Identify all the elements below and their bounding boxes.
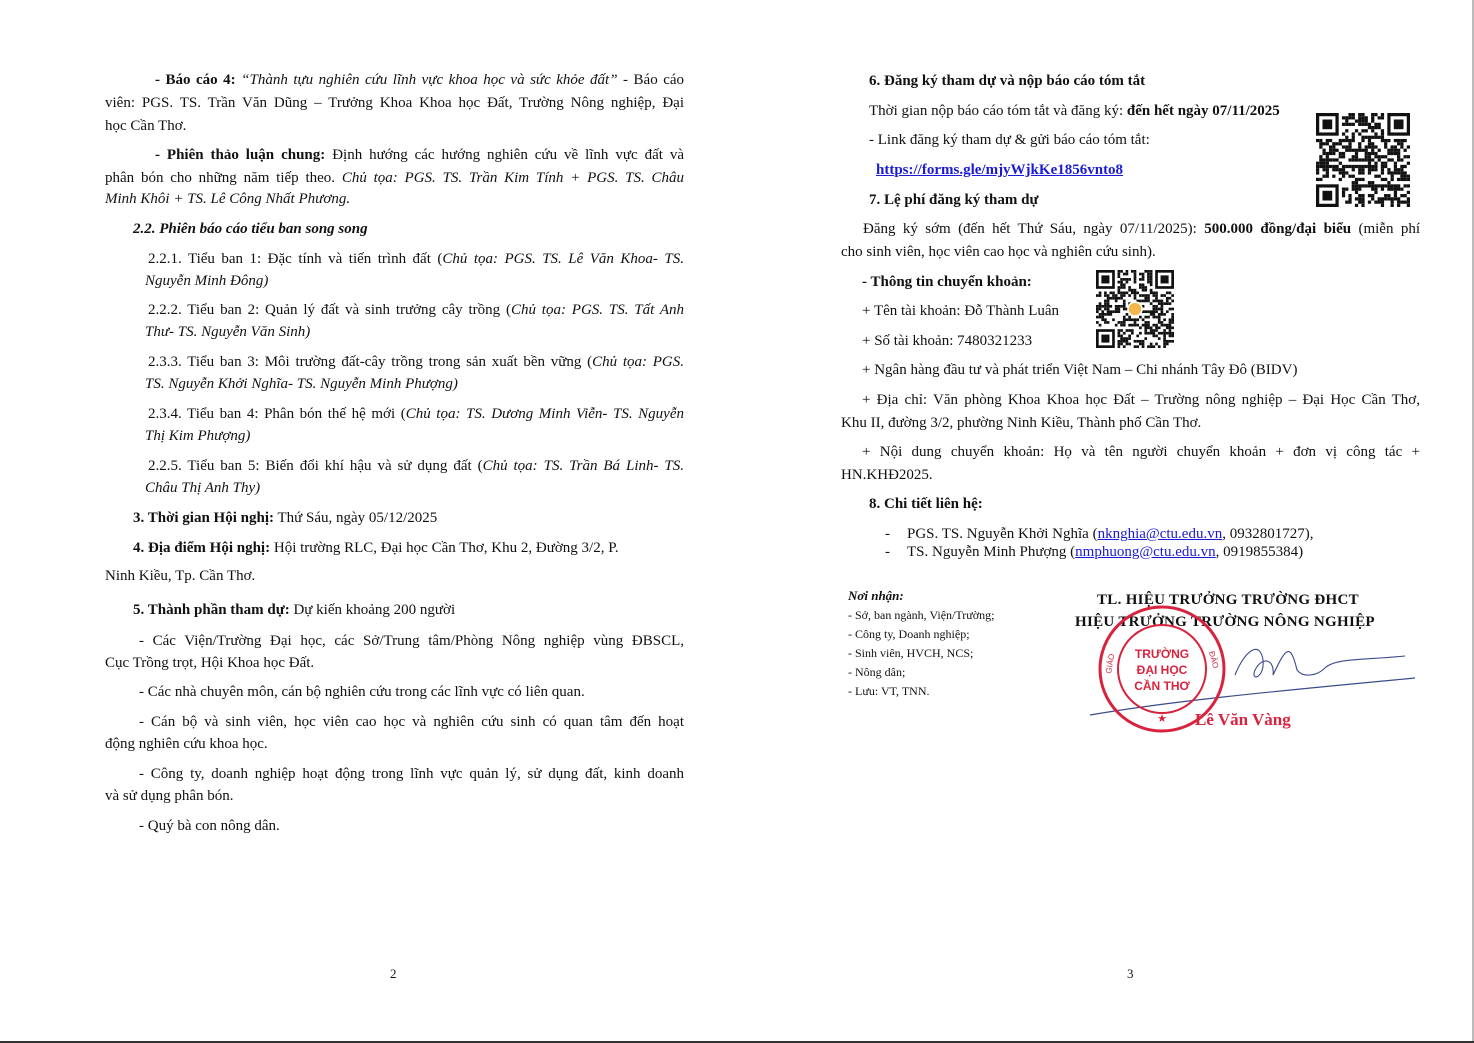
subcommittee-2-name: 2.2.2. Tiểu ban 2: Quản lý đất và sinh trưởng cây trồng (	[148, 302, 511, 318]
subcommittee-5-line2: Châu Thị Anh Thy)	[145, 480, 261, 496]
subcommittee-5-line1	[145, 456, 684, 476]
participant-item-cont: Cục Trồng trọt, Hội Khoa học Đất.	[105, 655, 315, 671]
subcommittee-1-name: 2.2.1. Tiểu ban 1: Đặc tính và tiến trình đất (	[148, 251, 443, 267]
section6-heading: 6. Đăng ký tham dự và nộp báo cáo tóm tắt	[869, 73, 1146, 89]
contact-bullet: -	[885, 526, 890, 542]
conference-time	[133, 508, 437, 528]
participant-item: - Các nhà chuyên môn, cán bộ nghiên cứu trong các lĩnh vực có liên quan.	[139, 684, 585, 700]
subcommittee-4-chairs: Chủ tọa: TS. Dương Minh Viễn- TS. Nguyễn	[405, 406, 684, 422]
subcommittee-2-chairs: Chủ tọa: PGS. TS. Tất Anh	[510, 302, 685, 318]
report4-after: - Báo cáo	[617, 72, 685, 88]
discussion-chairs: Chủ tọa: PGS. TS. Trần Kim Tính + PGS. TS. Châu	[341, 170, 684, 186]
subcommittee-5-name: 2.2.5. Tiểu ban 5: Biến đổi khí hậu và sử dụng đất (	[148, 458, 483, 474]
discussion-text: phân bón cho những năm tiếp theo.	[105, 170, 342, 186]
link-label: - Link đăng ký tham dự & gửi báo cáo tóm tắt:	[869, 132, 1150, 148]
discussion-after: Định hướng các hướng nghiên cứu về lĩnh vực đất và	[325, 147, 684, 163]
svg-text:CẦN THƠ: CẦN THƠ	[1134, 679, 1190, 693]
report4-lead: - Báo cáo 4:	[155, 72, 236, 88]
report4-title: “Thành tựu nghiên cứu lĩnh vực khoa học và sức khỏe đất”	[241, 72, 618, 88]
transfer-content-line2: HN.KHĐ2025.	[841, 467, 933, 483]
discussion-line3: Minh Khôi + TS. Lê Công Nhất Phương.	[105, 191, 351, 207]
participant-item-cont: và sử dụng phân bón.	[105, 788, 234, 804]
svg-text:★: ★	[1157, 713, 1167, 725]
section8-heading: 8. Chi tiết liên hệ:	[869, 496, 983, 512]
svg-text:TRƯỜNG: TRƯỜNG	[1134, 647, 1190, 661]
signature-title-line1: TL. HIỆU TRƯỞNG TRƯỜNG ĐHCT	[1097, 592, 1359, 608]
participant-item-cont: động nghiên cứu khoa học.	[105, 736, 268, 752]
svg-text:GIÁO: GIÁO	[1104, 653, 1117, 675]
conference-venue	[133, 538, 619, 558]
recipient-item: - Nông dân;	[848, 665, 906, 679]
account-number: + Số tài khoản: 7480321233	[862, 333, 1033, 349]
contact-name: TS. Nguyễn Minh Phượng (	[907, 544, 1076, 560]
transfer-content-line1: + Nội dung chuyển khoản: Họ và tên người chuyển khoản + đơn vị công tác +	[862, 444, 1420, 460]
contact-item	[907, 524, 1313, 544]
subcommittee-2-line2: Thư- TS. Nguyễn Văn Sinh)	[145, 324, 311, 340]
page-2	[0, 0, 735, 1043]
contact-name: PGS. TS. Nguyễn Khởi Nghĩa (	[907, 526, 1098, 542]
report4-line3: học Cần Thơ.	[105, 118, 187, 134]
discussion-lead: - Phiên thảo luận chung:	[155, 147, 326, 163]
bank-name: + Ngân hàng đầu tư và phát triển Việt Nam – Chi nhánh Tây Đô (BIDV)	[862, 362, 1298, 378]
deadline	[869, 101, 1280, 121]
participant-item: - Cán bộ và sinh viên, học viên cao học và nghiên cứu sinh có quan tâm đến hoạt	[139, 714, 684, 730]
account-name: + Tên tài khoản: Đỗ Thành Luân	[862, 303, 1060, 319]
recipient-item: - Sinh viên, HVCH, NCS;	[848, 646, 974, 660]
page-number: 3	[1127, 966, 1134, 981]
participants-label: 5. Thành phần tham dự:	[133, 602, 290, 618]
venue-label: 4. Địa điểm Hội nghị:	[133, 540, 271, 556]
signatory-name: Lê Văn Vàng	[1195, 710, 1291, 729]
section7-heading: 7. Lệ phí đăng ký tham dự	[869, 192, 1039, 208]
early-fee-line2: cho sinh viên, học viên cao học và nghiên cứu sinh).	[841, 244, 1156, 260]
subcommittee-4-line2: Thị Kim Phượng)	[145, 428, 251, 444]
discussion-line1	[105, 145, 684, 165]
contact-email-link[interactable]: nknghia@ctu.edu.vn	[1097, 526, 1223, 542]
early-fee-note: (miễn phí	[1351, 221, 1421, 237]
report4-line1	[105, 70, 684, 90]
contact-phone: , 0919855384)	[1215, 544, 1304, 560]
address-line1: + Địa chỉ: Văn phòng Khoa Khoa học Đất – Trường nông nghiệp – Đại Học Cần Thơ,	[862, 392, 1420, 408]
page-number: 2	[390, 966, 397, 981]
report4-line2: viên: PGS. TS. Trần Văn Dũng – Trưởng Khoa Khoa học Đất, Trường Nông nghiệp, Đại	[105, 95, 684, 111]
subcommittee-3-name: 2.3.3. Tiểu ban 3: Môi trường đất-cây trồng trong sản xuất bền vững (	[148, 354, 593, 370]
early-fee-amount: 500.000 đồng/đại biểu	[1204, 221, 1352, 237]
transfer-heading: - Thông tin chuyển khoản:	[862, 274, 1032, 290]
time-value: Thứ Sáu, ngày 05/12/2025	[274, 510, 438, 526]
participants	[133, 600, 455, 620]
contact-email-link[interactable]: nmphuong@ctu.edu.vn	[1075, 544, 1216, 560]
early-fee	[841, 219, 1420, 239]
recipients-heading: Nơi nhận:	[848, 588, 904, 603]
subcommittee-4-line1	[145, 404, 684, 424]
deadline-label: Thời gian nộp báo cáo tóm tắt và đăng ký:	[869, 103, 1127, 119]
time-label: 3. Thời gian Hội nghị:	[133, 510, 274, 526]
page-3	[735, 0, 1474, 1043]
subcommittee-4-name: 2.3.4. Tiểu ban 4: Phân bón thế hệ mới (	[148, 406, 406, 422]
svg-text:ĐÀO: ĐÀO	[1207, 650, 1221, 670]
participants-value: Dự kiến khoảng 200 người	[289, 602, 456, 618]
participant-item: - Quý bà con nông dân.	[139, 818, 280, 834]
early-fee-label: Đăng ký sớm (đến hết Thứ Sáu, ngày 07/11/2025):	[863, 221, 1205, 237]
participant-item: - Công ty, doanh nghiệp hoạt động trong lĩnh vực quản lý, sử dụng đất, kinh doanh	[139, 766, 684, 782]
recipient-item: - Lưu: VT, TNN.	[848, 684, 930, 698]
venue-line2: Ninh Kiều, Tp. Cần Thơ.	[105, 568, 256, 584]
registration-qr-code	[1316, 112, 1410, 208]
subcommittee-1-line2: Nguyễn Minh Đông)	[145, 273, 269, 289]
recipient-item: - Sở, ban ngành, Viện/Trường;	[848, 608, 995, 622]
signature-title-line2: HIỆU TRƯỞNG TRƯỜNG NÔNG NGHIỆP	[1075, 614, 1375, 630]
subcommittee-3-line2: TS. Nguyễn Khởi Nghĩa- TS. Nguyễn Minh Phượng)	[145, 376, 458, 392]
subcommittee-2-line1	[145, 300, 684, 320]
discussion-line2	[105, 168, 684, 188]
bank-qr-code	[1095, 270, 1175, 348]
contact-phone: , 0932801727),	[1222, 526, 1314, 542]
address-line2: Khu II, đường 3/2, phường Ninh Kiều, Thành phố Cần Thơ.	[841, 415, 1202, 431]
participant-item: - Các Viện/Trường Đại học, các Sở/Trung tâm/Phòng Nông nghiệp vùng ĐBSCL,	[139, 633, 684, 649]
parallel-heading: 2.2. Phiên báo cáo tiểu ban song song	[133, 221, 368, 237]
subcommittee-5-chairs: Chủ tọa: TS. Trần Bá Linh- TS.	[482, 458, 684, 474]
subcommittee-1-chairs: Chủ tọa: PGS. TS. Lê Văn Khoa- TS.	[442, 251, 684, 267]
contact-bullet: -	[885, 544, 890, 560]
venue-value: Hội trường RLC, Đại học Cần Thơ, Khu 2, Đường 3/2, P.	[270, 540, 619, 556]
subcommittee-1-line1	[145, 249, 684, 269]
subcommittee-3-chairs: Chủ tọa: PGS.	[592, 354, 684, 370]
deadline-value: đến hết ngày 07/11/2025	[1126, 103, 1280, 119]
registration-link-wrap	[876, 160, 1123, 180]
svg-text:ĐẠI HỌC: ĐẠI HỌC	[1136, 663, 1188, 677]
subcommittee-3-line1	[145, 352, 684, 372]
registration-link[interactable]: https://forms.gle/mjyWjkKe1856vnto8	[876, 162, 1124, 178]
recipient-item: - Công ty, Doanh nghiệp;	[848, 627, 970, 641]
contact-item	[907, 542, 1303, 562]
